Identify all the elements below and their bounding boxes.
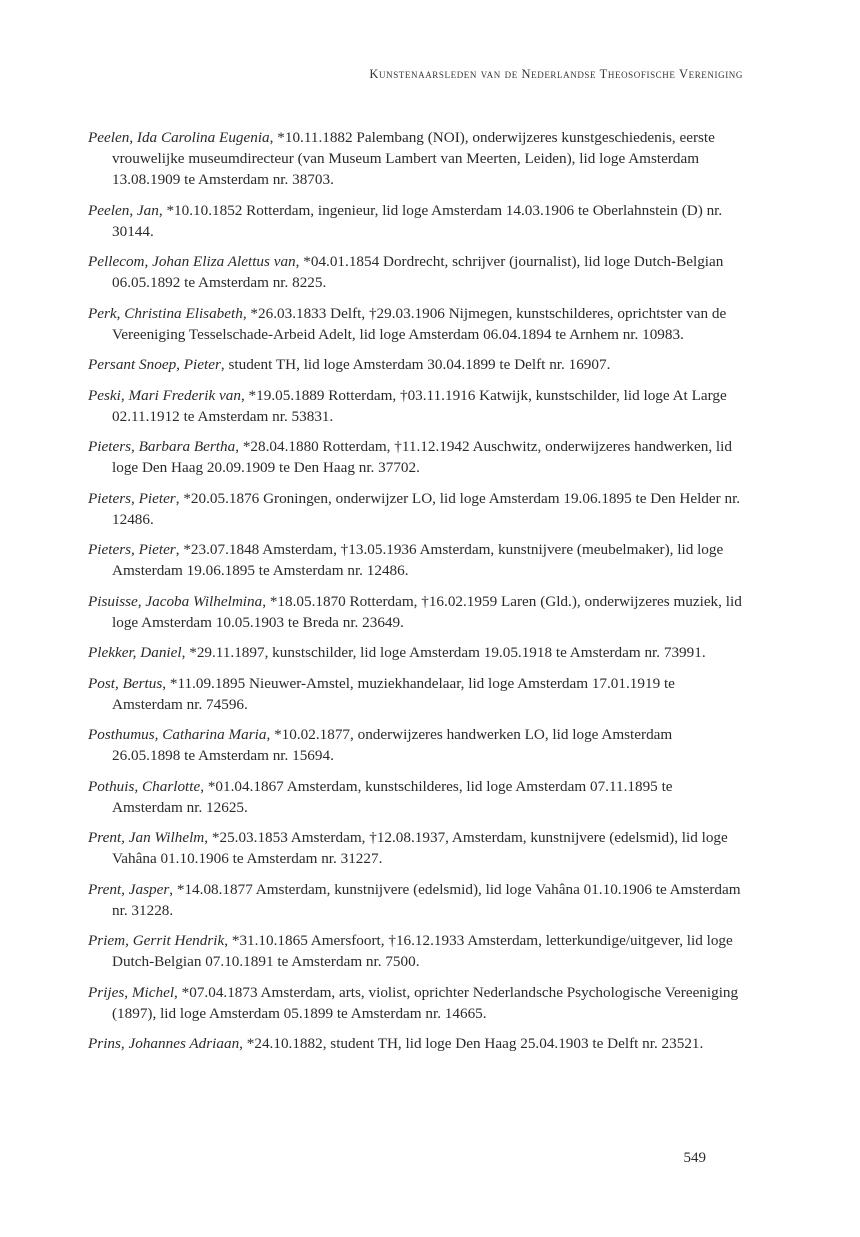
entry-text: , *10.11.1882 Palembang (NOI), onderwijzeres kunstgeschiedenis, eerste vrouwelijke museumdirecteur (van Museum Lambert van Meerten, Leiden), lid loge Amsterdam 13.08.1909 te Amsterdam nr. 38703. [112,129,715,188]
entry-name: Pellecom, Johan Eliza Alettus van [88,253,296,270]
entry-name: Prijes, Michel [88,983,175,1001]
entry [88,303,744,345]
entry-text: , student TH, lid loge Amsterdam 30.04.1899 te Delft nr. 16907. [220,356,611,373]
entry [88,385,744,427]
entry-text: , *10.02.1877, onderwijzeres handwerken LO, lid loge Amsterdam 26.05.1898 te Amsterdam nr. 15694. [112,726,673,764]
entry-name: Posthumus, Catharina Maria [88,726,267,743]
entry [88,127,744,190]
entry-name: Peski, Mari Frederik van [88,386,241,404]
entry [88,879,744,921]
entry-name: Persant Snoep, Pieter [88,356,221,373]
entry-name: Pieters, Pieter [88,541,176,558]
entry-text: , *20.05.1876 Groningen, onderwijzer LO, lid loge Amsterdam 19.06.1895 te Den Helder nr. 12486. [112,489,741,528]
entry-text: , *25.03.1853 Amsterdam, †12.08.1937, Amsterdam, kunstnijvere (edelsmid), lid loge Vahâna 01.10.1906 te Amsterdam nr. 31227. [112,829,728,867]
entry-text: , *23.07.1848 Amsterdam, †13.05.1936 Amsterdam, kunstnijvere (meubelmaker), lid loge Amsterdam 19.06.1895 te Amsterdam nr. 12486. [112,541,724,579]
entry-name: Priem, Gerrit Hendrik [88,932,225,949]
entry-name: Prent, Jasper [88,880,170,898]
entry-text: , *07.04.1873 Amsterdam, arts, violist, oprichter Nederlandsche Psychologische Vereeniging (1897), lid loge Amsterdam 05.1899 te Amsterdam nr. 14665. [112,983,739,1022]
running-head: Kunstenaarsleden van de Nederlandse Theosofische Vereniging [369,67,743,81]
entry [88,539,744,581]
entry-text: , *11.09.1895 Nieuwer-Amstel, muziekhandelaar, lid loge Amsterdam 17.01.1919 te Amsterdam nr. 74596. [112,674,675,713]
entry-name: Plekker, Daniel [88,644,182,661]
entry-name: Perk, Christina Elisabeth [88,304,243,322]
entry [88,251,744,293]
entry-name: Prins, Johannes Adriaan [88,1035,240,1052]
entry-list [88,127,744,1064]
entry-text: , *01.04.1867 Amsterdam, kunstschilderes, lid loge Amsterdam 07.11.1895 te Amsterdam nr. 12625. [112,777,673,816]
entry-name: Pieters, Pieter [88,489,176,507]
entry-name: Peelen, Jan [88,201,159,219]
entry-name: Peelen, Ida Carolina Eugenia [88,129,270,146]
page-number: 549 [683,1150,706,1166]
entry-text: , *10.10.1852 Rotterdam, ingenieur, lid loge Amsterdam 14.03.1906 te Oberlahnstein (D) nr. 30144. [112,201,723,240]
entry [88,642,744,663]
entry-name: Pothuis, Charlotte [88,777,201,795]
entry [88,930,744,972]
entry [88,982,744,1024]
entry-text: , *04.01.1854 Dordrecht, schrijver (journalist), lid loge Dutch-Belgian 06.05.1892 te Amsterdam nr. 8225. [112,253,724,291]
entry-name: Pieters, Barbara Bertha [88,438,236,455]
entry [88,1033,744,1054]
entry-text: , *14.08.1877 Amsterdam, kunstnijvere (edelsmid), lid loge Vahâna 01.10.1906 te Amsterdam nr. 31228. [112,880,741,919]
entry-text: , *19.05.1889 Rotterdam, †03.11.1916 Katwijk, kunstschilder, lid loge At Large 02.11.1912 te Amsterdam nr. 53831. [112,386,727,425]
entry-name: Post, Bertus [88,674,163,692]
entry [88,354,744,375]
entry-text: , *28.04.1880 Rotterdam, †11.12.1942 Auschwitz, onderwijzeres handwerken, lid loge Den Haag 20.09.1909 te Den Haag nr. 37702. [112,438,732,476]
entry-text: , *29.11.1897, kunstschilder, lid loge Amsterdam 19.05.1918 te Amsterdam nr. 73991. [181,644,706,661]
entry-name: Prent, Jan Wilhelm [88,829,205,846]
entry-text: , *24.10.1882, student TH, lid loge Den Haag 25.04.1903 te Delft nr. 23521. [239,1035,704,1052]
entry [88,436,744,478]
entry-text: , *18.05.1870 Rotterdam, †16.02.1959 Laren (Gld.), onderwijzeres muziek, lid loge Amsterdam 10.05.1903 te Breda nr. 23649. [112,592,742,631]
entry [88,776,744,818]
entry [88,200,744,242]
entry-name: Pisuisse, Jacoba Wilhelmina [88,592,263,610]
entry [88,827,744,869]
entry [88,488,744,530]
entry [88,724,744,766]
entry [88,673,744,715]
entry [88,591,744,633]
entry-text: , *31.10.1865 Amersfoort, †16.12.1933 Amsterdam, letterkundige/uitgever, lid loge Dutch-Belgian 07.10.1891 te Amsterdam nr. 7500. [112,932,733,970]
entry-text: , *26.03.1833 Delft, †29.03.1906 Nijmegen, kunstschilderes, oprichtster van de Vereeniging Tesselschade-Arbeid Adelt, lid loge Amsterdam 06.04.1894 te Arnhem nr. 10983. [112,304,727,343]
